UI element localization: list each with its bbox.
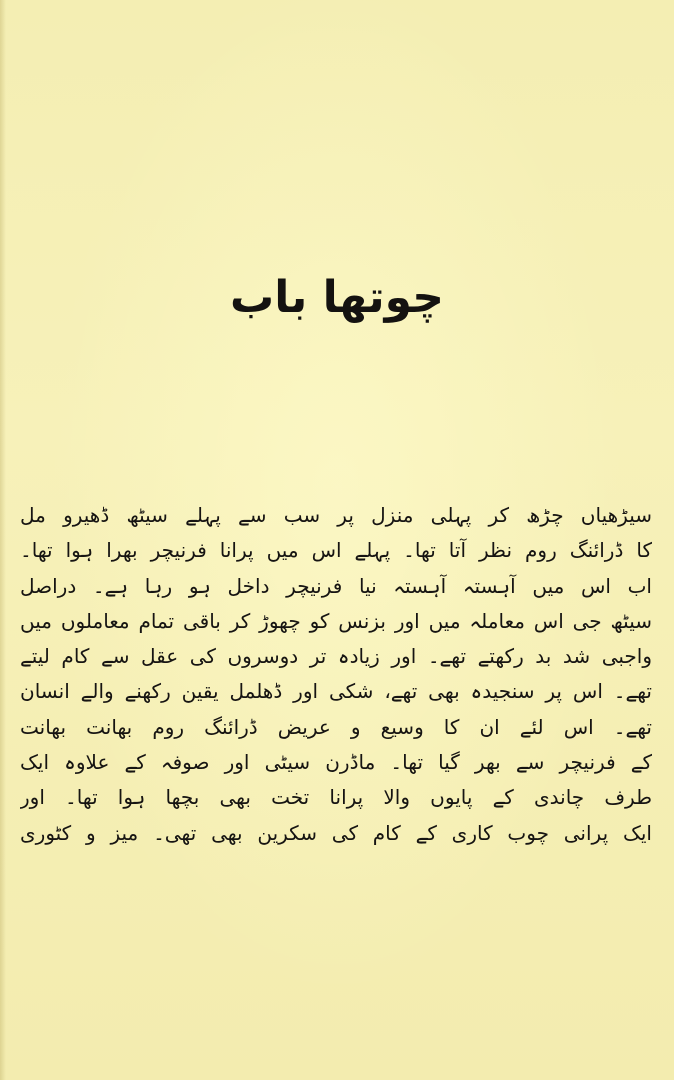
text-line: تھے۔ اس پر سنجیدہ بھی تھے، شکی اور ڈھلمل یقین رکھنے والے انسان: [20, 679, 652, 704]
chapter-title: چوتھا باب: [230, 272, 444, 323]
text-line: طرف چاندی کے پایوں والا پرانا تخت بھی بچھا ہوا تھا۔ اور: [20, 785, 652, 810]
text-line: تھے۔ اس لئے ان کا وسیع و عریض ڈرائنگ روم بھانت بھانت: [20, 714, 652, 739]
page-binding-shadow: [0, 0, 6, 1080]
text-line: ایک پرانی چوب کاری کے کام کی سکرین بھی تھی۔ میز و کٹوری: [20, 820, 652, 845]
text-line: سیٹھ جی اس معاملہ میں اور بزنس کو چھوڑ کر باقی تمام معاملوں میں: [20, 608, 652, 633]
body-text: [20, 498, 652, 851]
text-line: کے فرنیچر سے بھر گیا تھا۔ ماڈرن سیٹی اور صوفہ کے علاوہ ایک: [20, 750, 652, 775]
text-line: اب اس میں آہستہ آہستہ نیا فرنیچر داخل ہو رہا ہے۔ دراصل: [20, 573, 652, 598]
text-line: کا ڈرائنگ روم نظر آتا تھا۔ پہلے اس میں پرانا فرنیچر بھرا ہوا تھا۔: [20, 538, 652, 563]
text-line: سیڑھیاں چڑھ کر پہلی منزل پر سب سے پہلے سیٹھ ڈھیرو مل: [20, 503, 652, 527]
text-line: واجبی شد بد رکھتے تھے۔ اور زیادہ تر دوسروں کی عقل سے کام لیتے: [20, 644, 652, 669]
